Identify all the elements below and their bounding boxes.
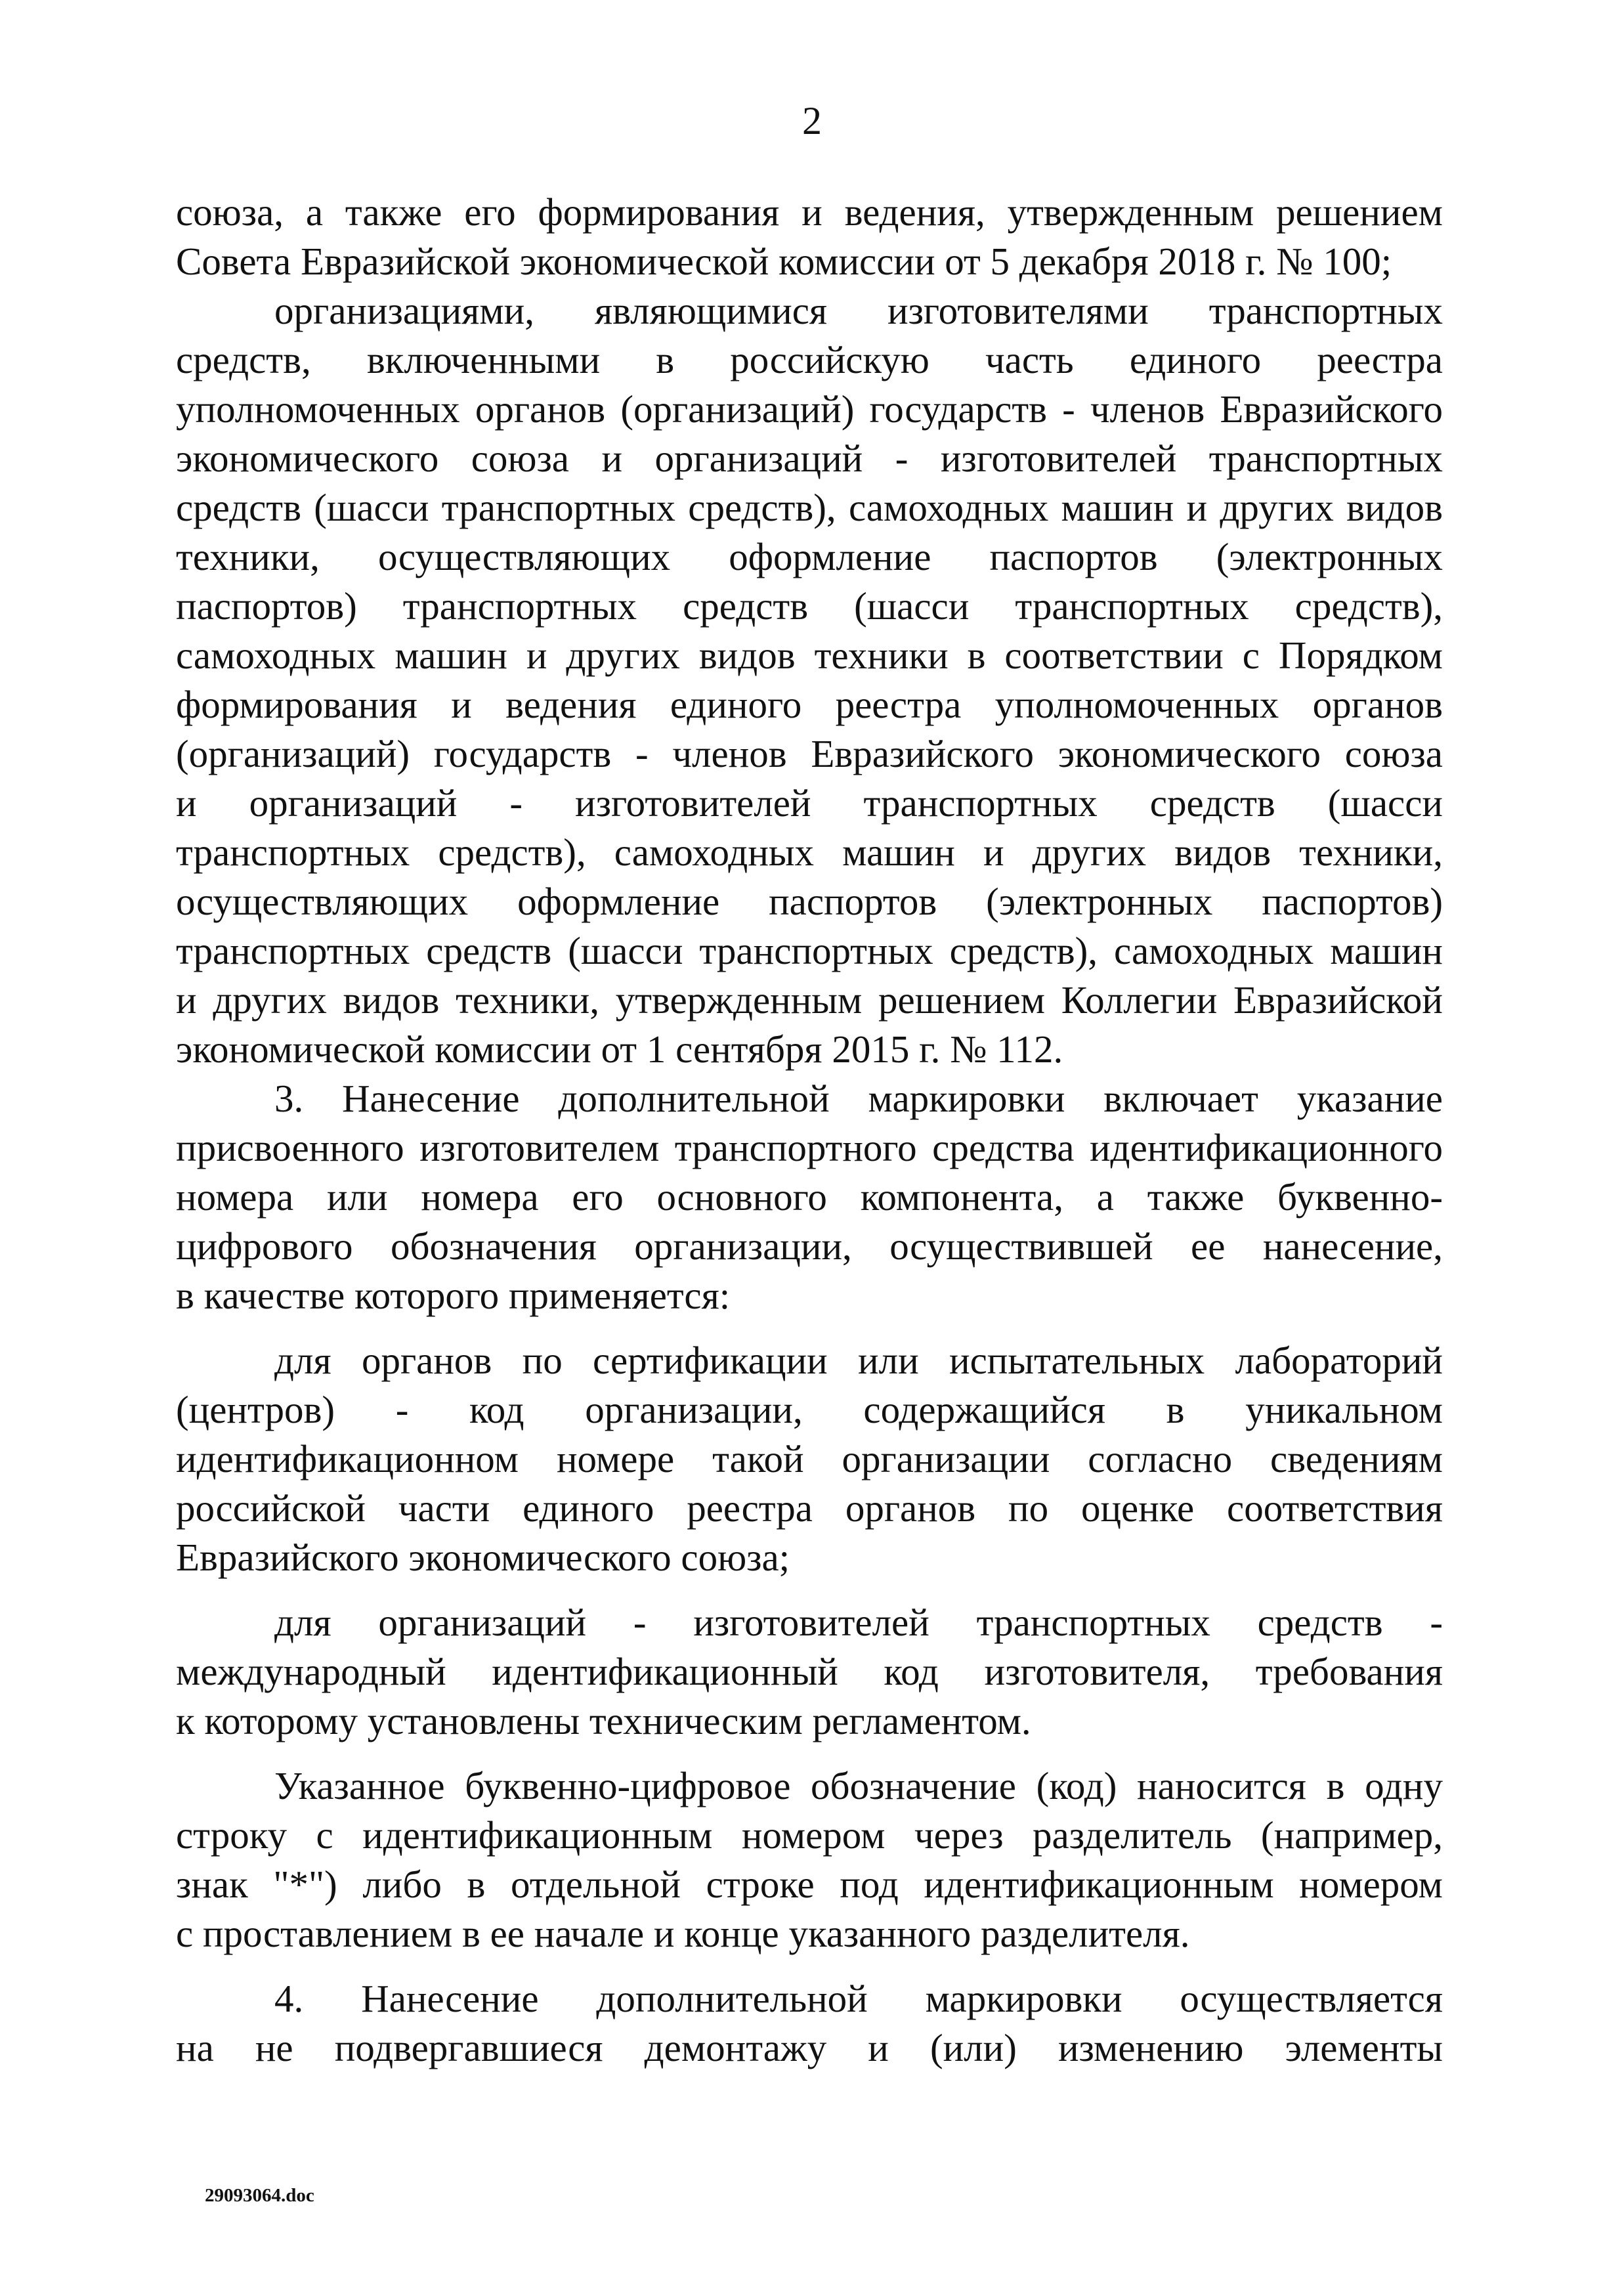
text-line: российской части единого реестра органов по оценке соответствия <box>176 1486 1443 1530</box>
text-line: (организаций) государств - членов Евразийского экономического союза <box>176 732 1443 775</box>
text-line: организациями, являющимися изготовителями транспортных <box>274 289 1443 332</box>
text-line: транспортных средств (шасси транспортных средств), самоходных машин <box>176 929 1443 972</box>
document-body <box>176 188 1443 2073</box>
text-line: осуществляющих оформление паспортов (электронных паспортов) <box>176 880 1443 923</box>
text-line: самоходных машин и других видов техники в соответствии с Порядком <box>176 634 1443 677</box>
text-line: строку с идентификационным номером через разделитель (например, <box>176 1813 1443 1857</box>
text-line: транспортных средств), самоходных машин и других видов техники, <box>176 831 1443 874</box>
text-line: средств (шасси транспортных средств), самоходных машин и других видов <box>176 486 1443 529</box>
text-line: техники, осуществляющих оформление паспортов (электронных <box>176 535 1443 578</box>
text-line: к которому установлены техническим регламентом. <box>176 1699 1031 1742</box>
text-line: для организаций - изготовителей транспортных средств - <box>274 1601 1443 1644</box>
text-line: средств, включенными в российскую часть единого реестра <box>176 338 1443 381</box>
text-line: Евразийского экономического союза; <box>176 1536 790 1579</box>
text-line: присвоенного изготовителем транспортного средства идентификационного <box>176 1126 1443 1169</box>
text-line: цифрового обозначения организации, осуществившей ее нанесение, <box>176 1224 1443 1268</box>
paragraph-gap <box>176 1582 1443 1598</box>
text-line: и организаций - изготовителей транспортных средств (шасси <box>176 781 1443 825</box>
text-line: экономической комиссии от 1 сентября 2015 г. № 112. <box>176 1027 1063 1071</box>
text-line: идентификационном номере такой организации согласно сведениям <box>176 1437 1443 1480</box>
text-line: (центров) - код организации, содержащийся в уникальном <box>176 1388 1443 1431</box>
page-number: 2 <box>802 99 822 142</box>
text-line: на не подвергавшиеся демонтажу и (или) изменению элементы <box>176 2026 1443 2069</box>
text-line: международный идентификационный код изготовителя, требования <box>176 1650 1443 1693</box>
text-line: Совета Евразийской экономической комиссии от 5 декабря 2018 г. № 100; <box>176 240 1392 283</box>
text-line: паспортов) транспортных средств (шасси транспортных средств), <box>176 584 1443 628</box>
text-line: 3. Нанесение дополнительной маркировки включает указание <box>274 1077 1443 1120</box>
text-line: союза, а также его формирования и ведения, утвержденным решением <box>176 190 1443 234</box>
footer-doc-code: 29093064.doc <box>205 2185 314 2206</box>
text-line: в качестве которого применяется: <box>176 1274 731 1317</box>
text-line: номера или номера его основного компонента, а также буквенно- <box>176 1175 1443 1219</box>
text-line: знак "*") либо в отдельной строке под идентификационным номером <box>176 1863 1443 1906</box>
text-line: уполномоченных органов (организаций) государств - членов Евразийского <box>176 387 1443 431</box>
text-line: формирования и ведения единого реестра уполномоченных органов <box>176 683 1443 726</box>
paragraph-gap <box>176 1746 1443 1761</box>
text-line: и других видов техники, утвержденным решением Коллегии Евразийской <box>176 978 1443 1022</box>
text-line: с проставлением в ее начале и конце указанного разделителя. <box>176 1912 1190 1955</box>
paragraph-gap <box>176 1320 1443 1336</box>
text-line: экономического союза и организаций - изготовителей транспортных <box>176 437 1443 480</box>
paragraph-gap <box>176 1958 1443 1974</box>
text-line: для органов по сертификации или испытательных лабораторий <box>274 1339 1443 1382</box>
text-line: Указанное буквенно-цифровое обозначение (код) наносится в одну <box>274 1764 1443 1807</box>
text-line: 4. Нанесение дополнительной маркировки осуществляется <box>274 1977 1443 2020</box>
